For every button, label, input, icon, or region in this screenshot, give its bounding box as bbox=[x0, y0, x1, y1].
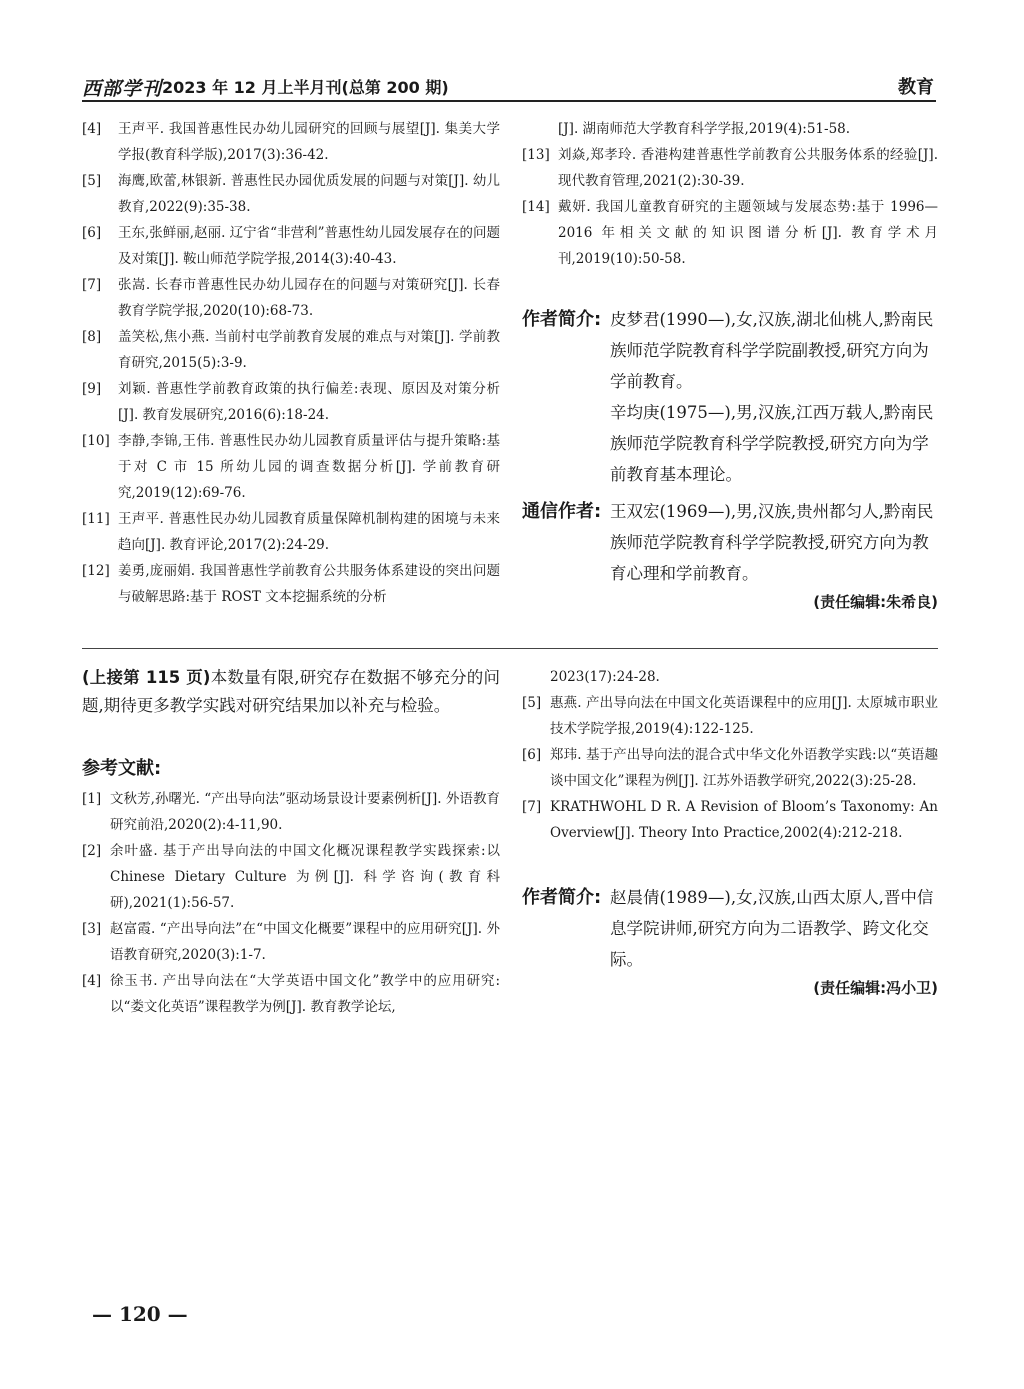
reference-item: [4] 王声平. 我国普惠性民办幼儿园研究的回顾与展望[J]. 集美大学学报(教育科学版),2017(3):36-42. bbox=[82, 121, 500, 163]
page-header bbox=[82, 66, 936, 102]
bottom-left-column bbox=[82, 664, 500, 1020]
author-bio bbox=[522, 304, 938, 490]
reference-item: [4] 徐玉书. 产出导向法在“大学英语中国文化”教学中的应用研究:以“娄文化英语”课程教学为例[J]. 教育教学论坛, bbox=[82, 973, 500, 1015]
reference-item: [5] 惠燕. 产出导向法在中国文化英语课程中的应用[J]. 太原城市职业技术学院学报,2019(4):122-125. bbox=[522, 695, 938, 737]
page-number: — 120 — bbox=[92, 1302, 188, 1326]
section-divider bbox=[82, 648, 938, 649]
bottom-right-column bbox=[522, 664, 938, 998]
continued-from: (上接第 115 页) bbox=[82, 668, 211, 687]
reference-item: [12] 姜勇,庞丽娟. 我国普惠性学前教育公共服务体系建设的突出问题与破解思路:基于 ROST 文本挖掘系统的分析 bbox=[82, 563, 500, 605]
corresponding-label: 通信作者: bbox=[522, 501, 602, 522]
reference-item: 2023(17):24-28. bbox=[550, 669, 660, 685]
reference-item: [J]. 湖南师范大学教育科学学报,2019(4):51-58. bbox=[558, 121, 851, 137]
author-bio bbox=[522, 882, 938, 975]
continued-paragraph: (上接第 115 页)本数量有限,研究存在数据不够充分的问题,期待更多教学实践对研究结果加以补充与检验。 bbox=[82, 668, 500, 715]
author-bio-2: 辛均庚(1975—),男,汉族,江西万载人,黔南民族师范学院教育科学学院教授,研究方向为学前教育基本理论。 bbox=[610, 403, 934, 484]
reference-item: [8] 盖笑松,焦小燕. 当前村屯学前教育发展的难点与对策[J]. 学前教育研究,2015(5):3-9. bbox=[82, 329, 500, 371]
author-bio-1: 皮梦君(1990—),女,汉族,湖北仙桃人,黔南民族师范学院教育科学学院副教授,研究方向为学前教育。 bbox=[610, 310, 934, 391]
reference-item: [11] 王声平. 普惠性民办幼儿园教育质量保障机制构建的困境与未来趋向[J]. 教育评论,2017(2):24-29. bbox=[82, 511, 500, 553]
author-bio-text: 赵晨倩(1989—),女,汉族,山西太原人,晋中信息学院讲师,研究方向为二语教学、跨文化交际。 bbox=[610, 888, 934, 969]
editor-credit: (责任编辑:冯小卫) bbox=[813, 979, 938, 997]
reference-item: [2] 余叶盛. 基于产出导向法的中国文化概况课程教学实践探索:以 Chinese Dietary Culture 为例[J]. 科学咨询(教育科研),2021(1):56-57. bbox=[82, 843, 500, 911]
reference-item: [13] 刘焱,郑孝玲. 香港构建普惠性学前教育公共服务体系的经验[J]. 现代教育管理,2021(2):30-39. bbox=[522, 147, 938, 189]
corresponding-bio: 王双宏(1969—),男,汉族,贵州都匀人,黔南民族师范学院教育科学学院教授,研究方向为教育心理和学前教育。 bbox=[610, 502, 934, 583]
reference-item: [3] 赵富霞. “产出导向法”在“中国文化概要”课程中的应用研究[J]. 外语教育研究,2020(3):1-7. bbox=[82, 921, 500, 963]
corresponding-author bbox=[522, 496, 938, 589]
author-label: 作者简介: bbox=[522, 887, 602, 908]
reference-item: [7] KRATHWOHL D R. A Revision of Bloom’s Taxonomy: An Overview[J]. Theory Into Practice,2002(4):212-218. bbox=[522, 799, 938, 841]
reference-item: [10] 李静,李锦,王伟. 普惠性民办幼儿园教育质量评估与提升策略:基于对 C 市 15 所幼儿园的调查数据分析[J]. 学前教育研究,2019(12):69-76. bbox=[82, 433, 500, 501]
issue-info: 2023 年 12 月上半月刊(总第 200 期) bbox=[162, 78, 449, 97]
reference-item: [7] 张嵩. 长春市普惠性民办幼儿园存在的问题与对策研究[J]. 长春教育学院学报,2020(10):68-73. bbox=[82, 277, 500, 319]
reference-item: [1] 文秋芳,孙曙光. “产出导向法”驱动场景设计要素例析[J]. 外语教育研究前沿,2020(2):4-11,90. bbox=[82, 791, 500, 833]
journal-logo: 西部学刊 bbox=[82, 78, 163, 100]
top-left-column bbox=[82, 116, 500, 610]
reference-item: [6] 郑玮. 基于产出导向法的混合式中华文化外语教学实践:以“英语趣谈中国文化”课程为例[J]. 江苏外语教学研究,2022(3):25-28. bbox=[522, 747, 938, 789]
references-heading: 参考文献: bbox=[82, 758, 162, 779]
section-name: 教育 bbox=[898, 77, 934, 98]
reference-item: [5] 海鹰,欧蕾,林银新. 普惠性民办园优质发展的问题与对策[J]. 幼儿教育,2022(9):35-38. bbox=[82, 173, 500, 215]
reference-item: [6] 王东,张鲜丽,赵丽. 辽宁省“非营利”普惠性幼儿园发展存在的问题及对策[J]. 鞍山师范学院学报,2014(3):40-43. bbox=[82, 225, 500, 267]
editor-credit: (责任编辑:朱希良) bbox=[813, 593, 938, 611]
reference-item: [14] 戴妍. 我国儿童教育研究的主题领域与发展态势:基于 1996—2016 年相关文献的知识图谱分析[J]. 教育学术月刊,2019(10):50-58. bbox=[522, 199, 938, 267]
reference-item: [9] 刘颖. 普惠性学前教育政策的执行偏差:表现、原因及对策分析[J]. 教育发展研究,2016(6):18-24. bbox=[82, 381, 500, 423]
author-label: 作者简介: bbox=[522, 309, 602, 330]
top-right-column bbox=[522, 116, 938, 612]
